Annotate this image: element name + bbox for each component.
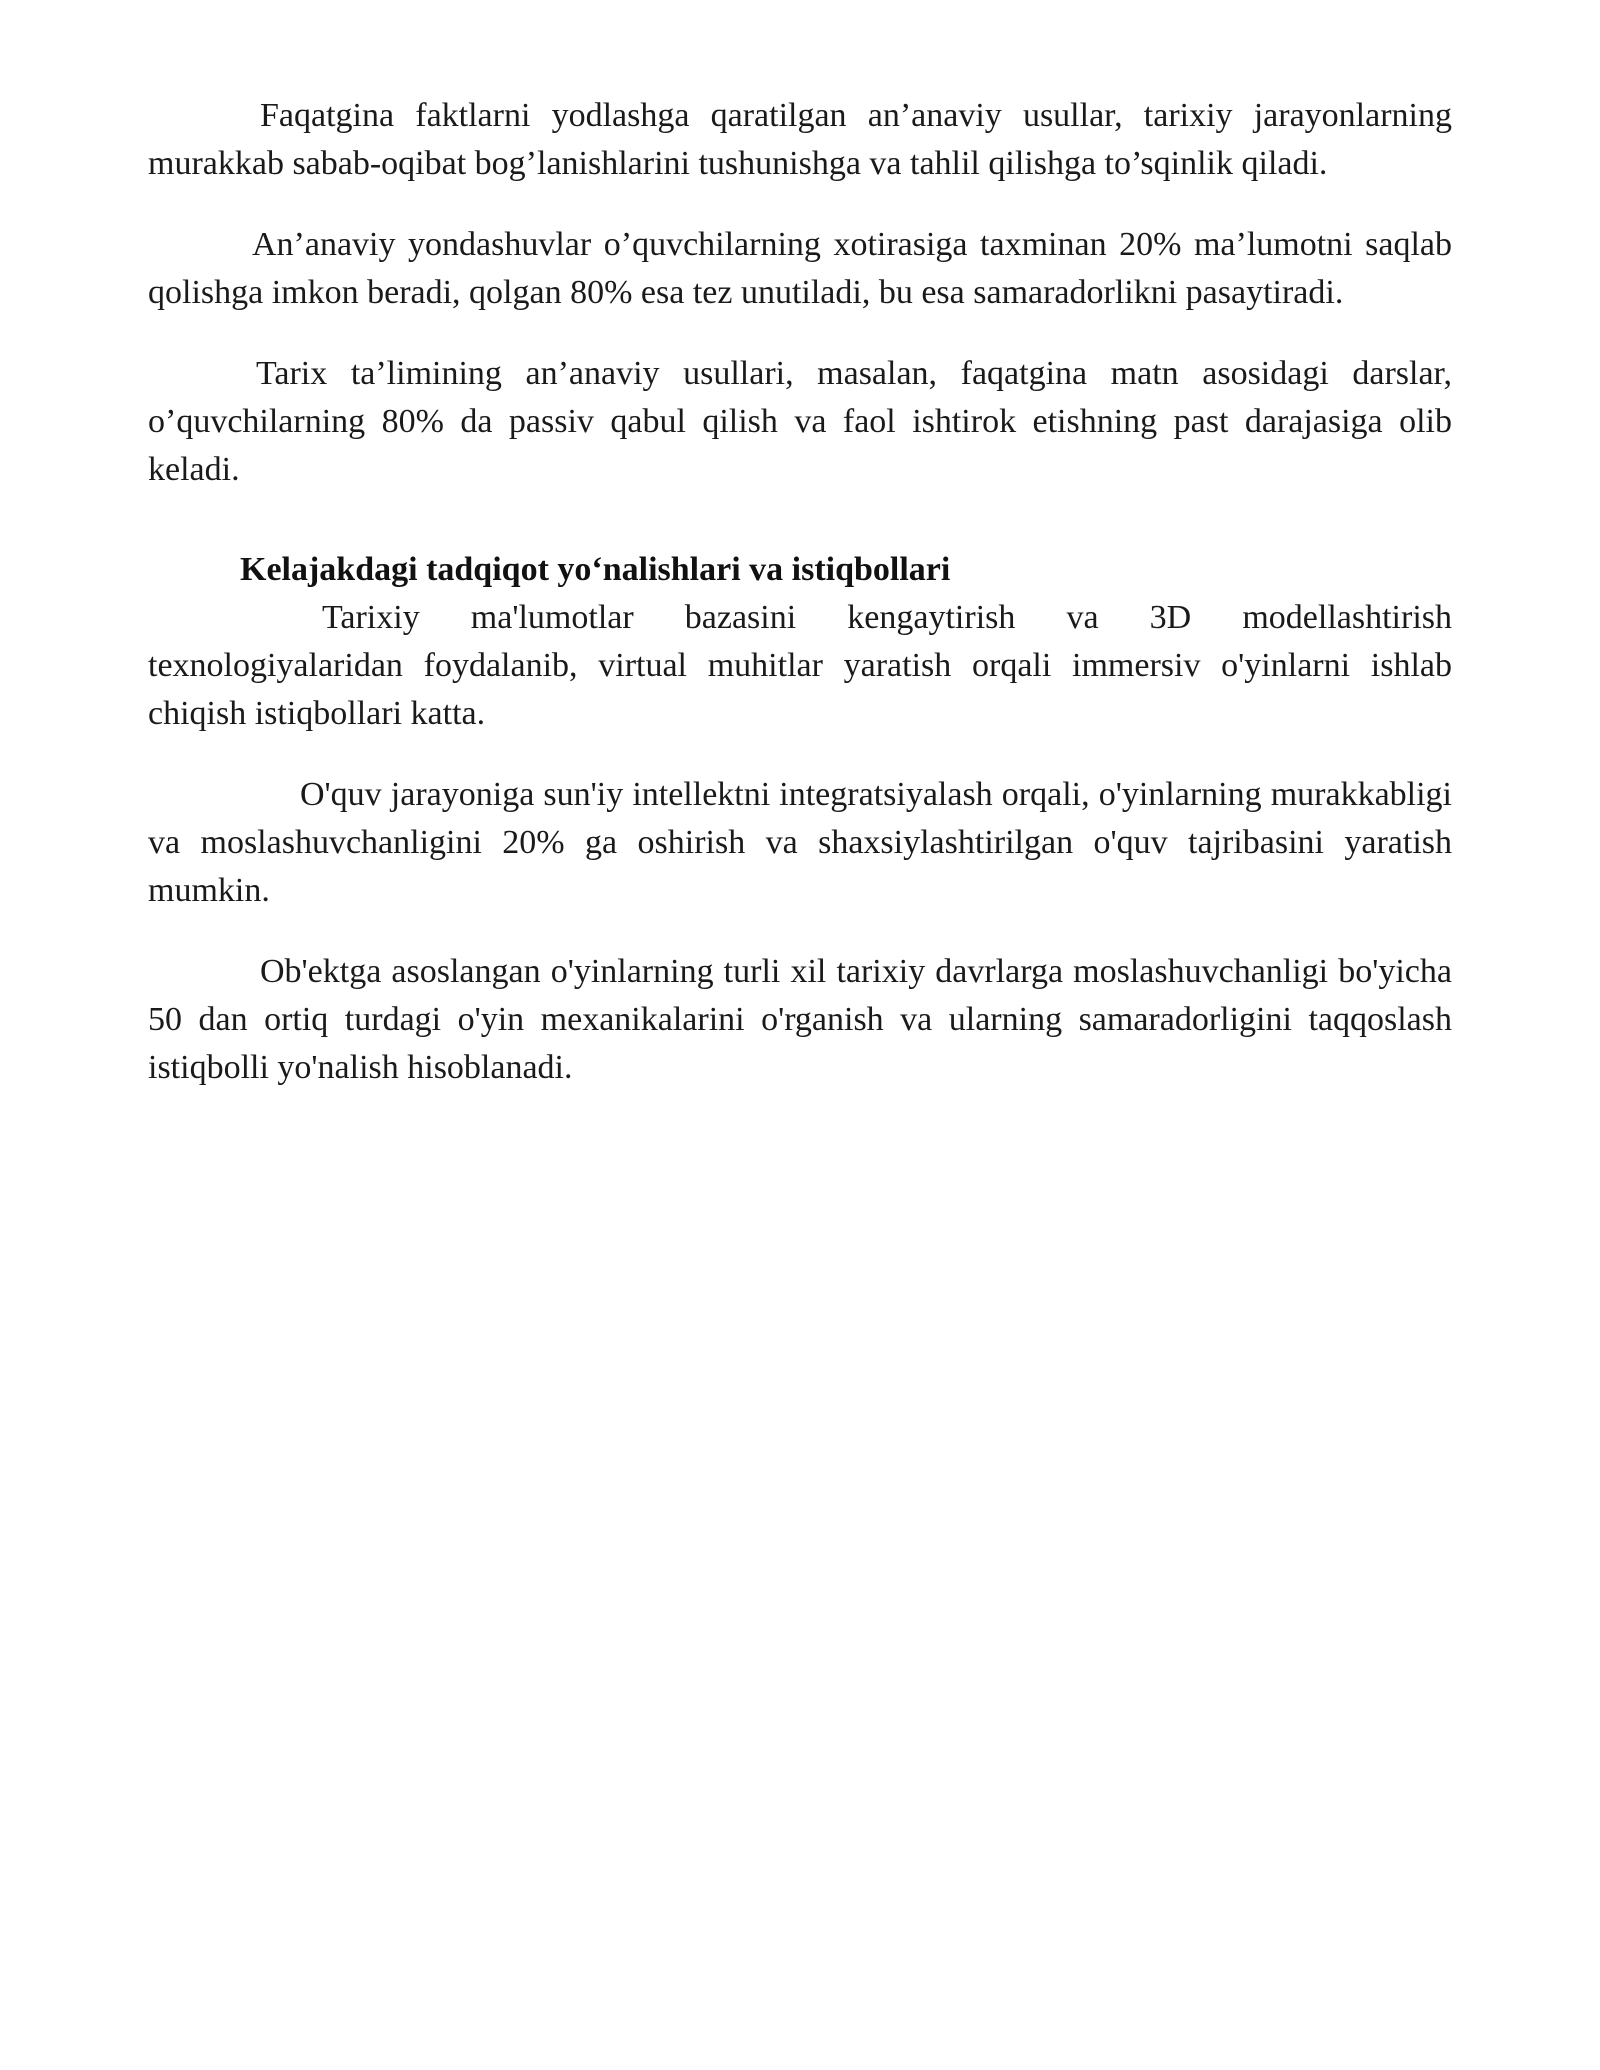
section-heading-future-research: Kelajakdagi tadqiqot yo‘nalishlari va istiqbollari	[240, 551, 951, 588]
paragraph-traditional-methods: Faqatgina faktlarni yodlashga qaratilgan an’anaviy usullar, tarixiy jarayonlarning murakkab sabab-oqibat bog’lanishlarini tushunishga va tahlil qilishga to’sqinlik qiladi.	[148, 97, 1452, 182]
paragraph-3d-modeling: Tarixiy ma'lumotlar bazasini kengaytirish va 3D modellashtirish texnologiyalaridan foydalanib, virtual muhitlar yaratish orqali immersiv o'yinlarni ishlab chiqish istiqbollari katta.	[148, 599, 1452, 732]
paragraph-memory-retention: An’anaviy yondashuvlar o’quvchilarning xotirasiga taxminan 20% ma’lumotni saqlab qolishga imkon beradi, qolgan 80% esa tez unutiladi, bu esa samaradorlikni pasaytiradi.	[148, 226, 1452, 311]
paragraph-passive-learning: Tarix ta’limining an’anaviy usullari, masalan, faqatgina matn asosidagi darslar, o’quvchilarning 80% da passiv qabul qilish va faol ishtirok etishning past darajasiga olib keladi.	[148, 355, 1452, 488]
document-body	[148, 92, 1452, 1125]
paragraph-ai-integration: O'quv jarayoniga sun'iy intellektni integratsiyalash orqali, o'yinlarning murakkabligi va moslashuvchanligini 20% ga oshirish va shaxsiylashtirilgan o'quv tajribasini yaratish mumkin.	[148, 776, 1452, 909]
paragraph-game-mechanics: Ob'ektga asoslangan o'yinlarning turli xil tarixiy davrlarga moslashuvchanligi bo'yicha 50 dan ortiq turdagi o'yin mexanikalarini o'rganish va ularning samaradorligini taqqoslash istiqbolli yo'nalish hisoblanadi.	[148, 953, 1452, 1086]
